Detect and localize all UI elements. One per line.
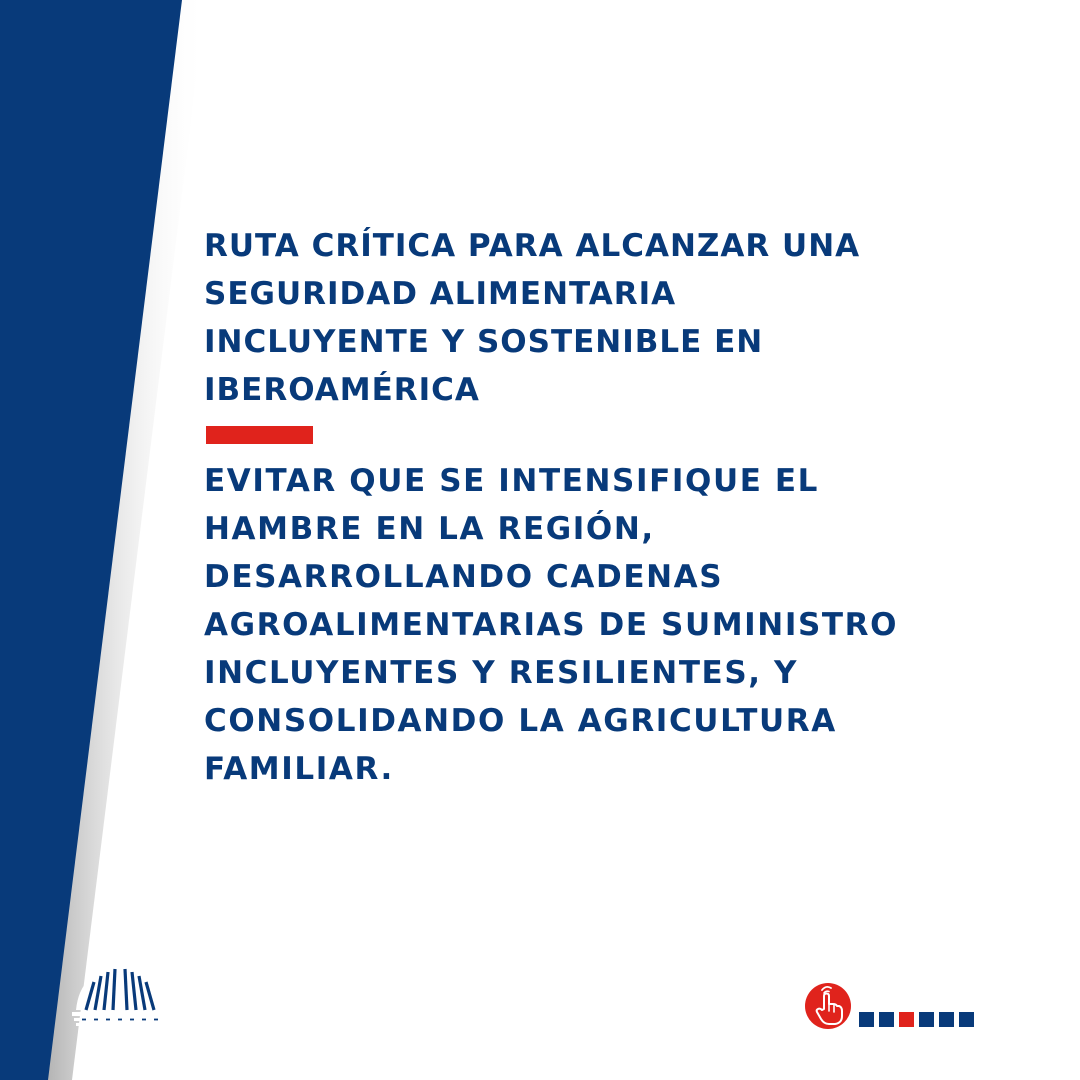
- body-line: HAMBRE EN LA REGIÓN,: [204, 511, 655, 547]
- pattern-square: [939, 1012, 954, 1027]
- body-line: FAMILIAR.: [204, 751, 394, 787]
- pattern-square: [859, 1012, 874, 1027]
- headline-line: INCLUYENTE Y SOSTENIBLE EN: [204, 324, 764, 360]
- body-line: DESARROLLANDO CADENAS: [204, 559, 724, 595]
- pattern-square: [879, 1012, 894, 1027]
- body-text: [204, 457, 1044, 793]
- body-line: EVITAR QUE SE INTENSIFIQUE EL: [204, 463, 820, 499]
- headline-line: RUTA CRÍTICA PARA ALCANZAR UNA: [204, 228, 861, 264]
- square-pattern: [859, 1012, 974, 1027]
- pattern-square: [959, 1012, 974, 1027]
- body-line: AGROALIMENTARIAS DE SUMINISTRO: [204, 607, 899, 643]
- capitol-dome-logo-icon: [72, 936, 168, 1028]
- pattern-square: [919, 1012, 934, 1027]
- body-line: CONSOLIDANDO LA AGRICULTURA: [204, 703, 837, 739]
- headline-line: SEGURIDAD ALIMENTARIA: [204, 276, 677, 312]
- pointing-hand-icon: [804, 982, 852, 1030]
- headline: [204, 222, 1044, 414]
- pattern-square-accent: [899, 1012, 914, 1027]
- red-divider: [206, 426, 313, 444]
- headline-line: IBEROAMÉRICA: [204, 372, 480, 408]
- body-line: INCLUYENTES Y RESILIENTES, Y: [204, 655, 799, 691]
